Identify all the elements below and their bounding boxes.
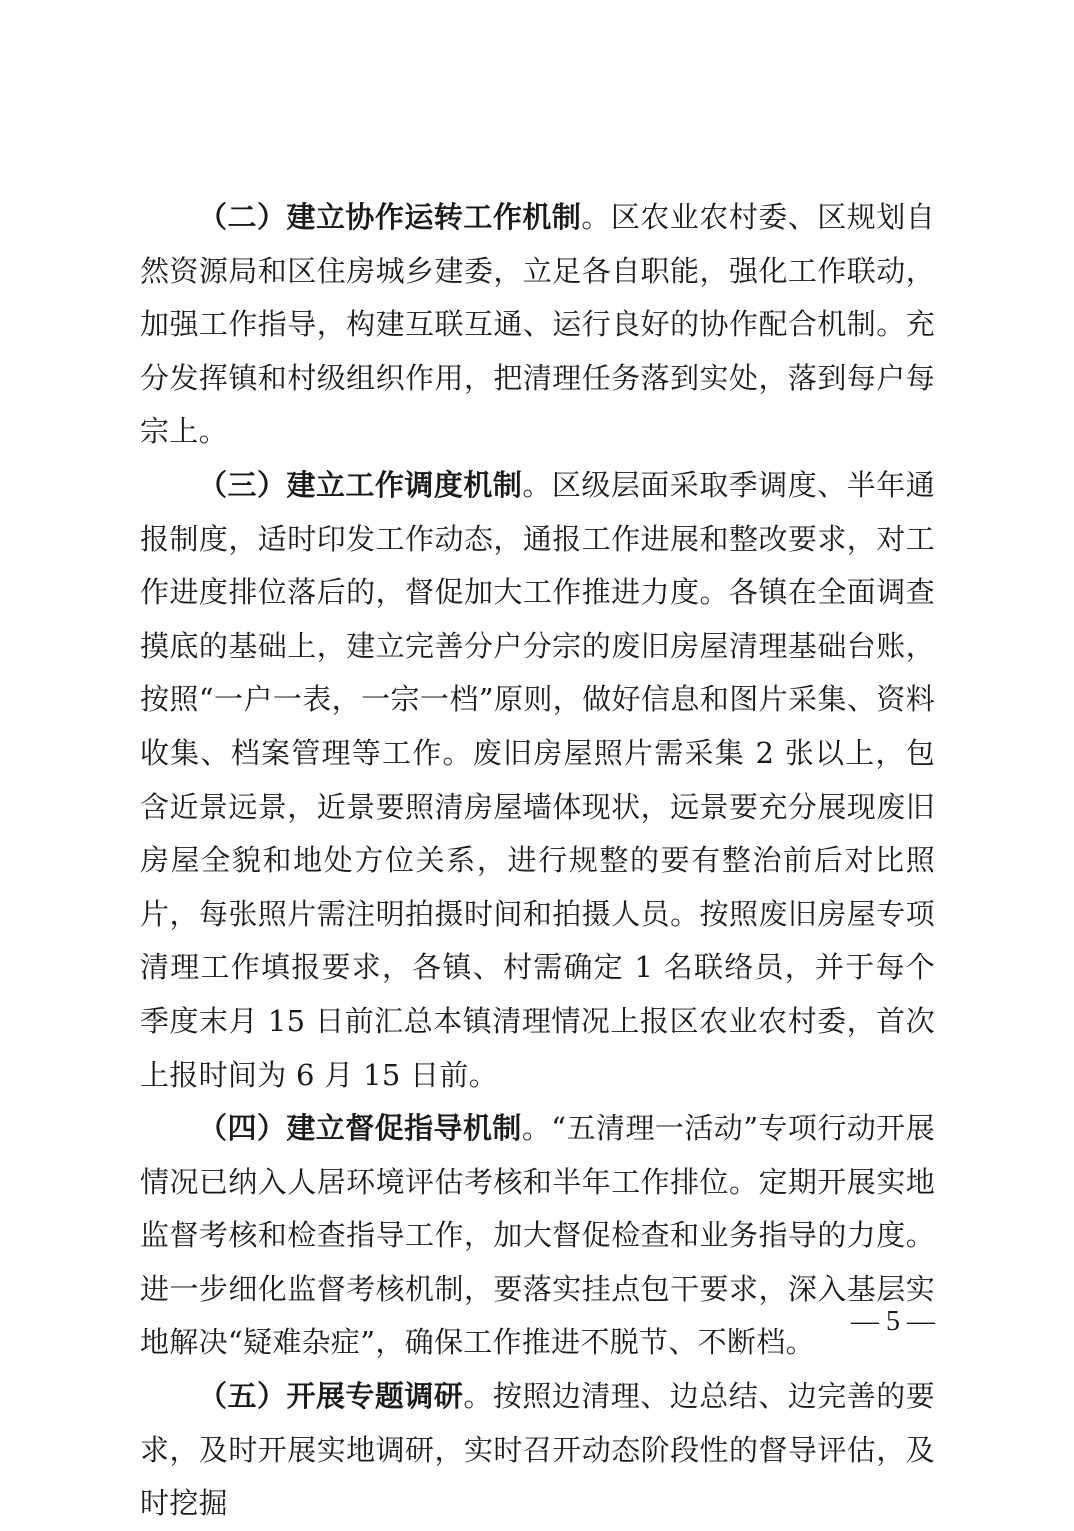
body-text	[140, 191, 935, 1531]
paragraph-body: 。区农业农村委、区规划自然资源局和区住房城乡建委，立足各自职能，强化工作联动，加强工作指导，构建互联互通、运行良好的协作配合机制。充分发挥镇和村级组织作用，把清理任务落到实处，落到每户每宗上。	[140, 200, 935, 449]
paragraph-heading: （四）建立督促指导机制	[198, 1111, 522, 1146]
page-number: — 5 —	[851, 1306, 935, 1337]
paragraph-2	[140, 191, 935, 459]
paragraph-heading: （二）建立协作运转工作机制	[198, 200, 582, 234]
paragraph-body: 。区级层面采取季调度、半年通报制度，适时印发工作动态，通报工作进展和整改要求，对工作进度排位落后的，督促加大工作推进力度。各镇在全面调查摸底的基础上，建立完善分户分宗的废旧房屋清理基础台账，按照“一户一表，一宗一档”原则，做好信息和图片采集、资料收集、档案管理等工作。废旧房屋照片需采集 2 张以上，包含近景远景，近景要照清房屋墙体现状，远景要充分展现废旧房屋全貌和地处方位关系，进行规整的要有整治前后对比照片，每张照片需注明拍摄时间和拍摄人员。按照废旧房屋专项清理工作填报要求，各镇、村需确定 1 名联络员，并于每个季度末月 15 日前汇总本镇清理情况上报区农业农村委，首次上报时间为 6 月 15 日前。	[140, 467, 935, 1092]
paragraph-heading: （三）建立工作调度机制	[198, 467, 523, 502]
paragraph-body: 。按照边清理、边总结、边完善的要求，及时开展实地调研，实时召开动态阶段性的督导评估，及时挖掘	[140, 1379, 935, 1521]
paragraph-5	[140, 1370, 935, 1531]
paragraph-4	[140, 1102, 935, 1370]
paragraph-3	[140, 459, 935, 1102]
paragraph-heading: （五）开展专题调研	[198, 1379, 464, 1414]
paragraph-body: 。“五清理一活动”专项行动开展情况已纳入人居环境评估考核和半年工作排位。定期开展实地监督考核和检查指导工作，加大督促检查和业务指导的力度。进一步细化监督考核机制，要落实挂点包干要求，深入基层实地解决“疑难杂症”，确保工作推进不脱节、不断档。	[140, 1111, 935, 1360]
